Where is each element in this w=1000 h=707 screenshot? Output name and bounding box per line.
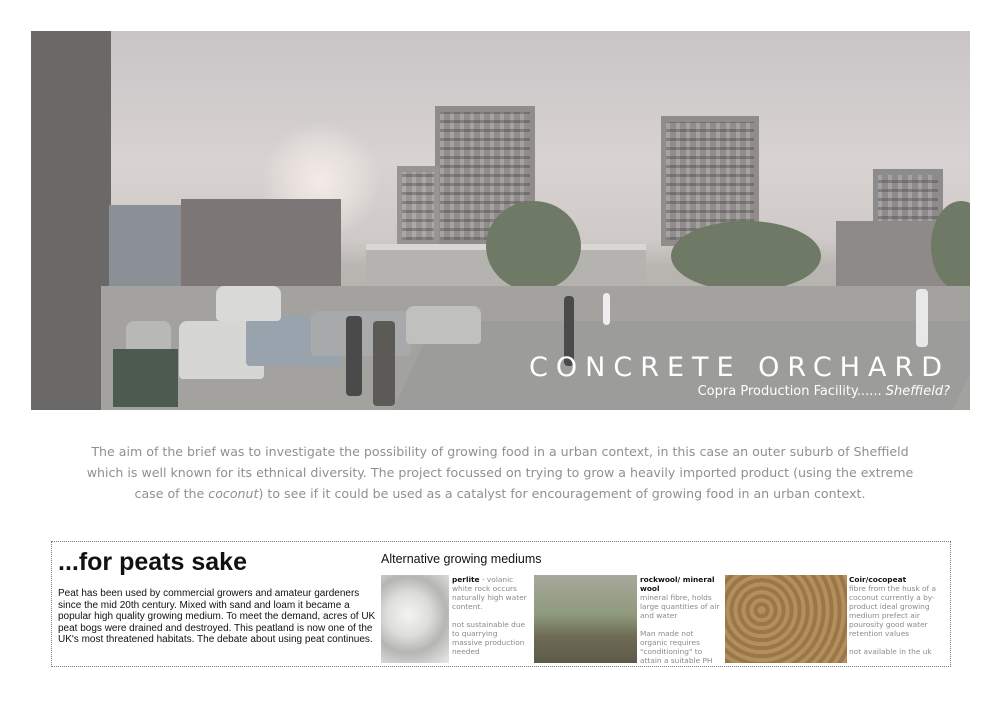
person xyxy=(373,321,395,406)
intro-paragraph: The aim of the brief was to investigate the possibility of growing food in a urban context, in this case an outer suburb of Sheffield which is well known for its ethnical diversity. The project focussed on trying to grow a heavily imported product (using the extreme case of the coconut) to see if it could be used as a catalyst for encouragement of growing food in an urban context. xyxy=(86,444,914,501)
person xyxy=(916,289,928,347)
brick-building xyxy=(181,199,341,299)
car xyxy=(406,306,481,344)
mediums-heading: Alternative growing mediums xyxy=(381,552,542,566)
perlite-image xyxy=(381,575,449,663)
project-subtitle: Copra Production Facility...... Sheffield? xyxy=(697,384,950,399)
subtitle-place: Sheffield? xyxy=(885,384,950,399)
perlite-caption: perlite - volanic white rock occurs naturally high water content. not sustainable due to quarrying massive production needed xyxy=(452,575,527,656)
hero-photo xyxy=(31,31,970,410)
peat-heading: ...for peats sake xyxy=(58,548,247,576)
peat-text: Peat has been used by commercial growers and amateur gardeners since the mid 20th century. Mixed with sand and loam it became a popular high quality growing medium. To meet the demand, acres of UK peat bogs were drained and destroyed. This peatland is now one of the UK's most threatened habitats. The debate about using peat continues. xyxy=(58,588,376,645)
tower-block xyxy=(397,166,439,246)
peat-panel xyxy=(51,541,951,667)
tree xyxy=(486,201,581,291)
car xyxy=(216,286,281,321)
coir-image xyxy=(725,575,847,663)
intro-emphasis: coconut xyxy=(208,486,259,501)
tree xyxy=(671,221,821,291)
person xyxy=(346,316,362,396)
wheelie-bin xyxy=(113,349,178,407)
project-title: CONCRETE ORCHARD xyxy=(529,352,950,383)
rockwool-caption: rockwool/ mineral wool mineral fibre, holds large quantities of air and water Man made not organic requires "conditioning" to attain a suitable PH xyxy=(640,575,720,665)
rockwool-image xyxy=(534,575,637,663)
coir-caption: Coir/cocopeat fibre from the husk of a coconut currently a by-product ideal growing medium prefect air pourosity good water retention values not available in the uk xyxy=(849,575,936,656)
left-building xyxy=(31,31,111,410)
person xyxy=(603,293,610,325)
